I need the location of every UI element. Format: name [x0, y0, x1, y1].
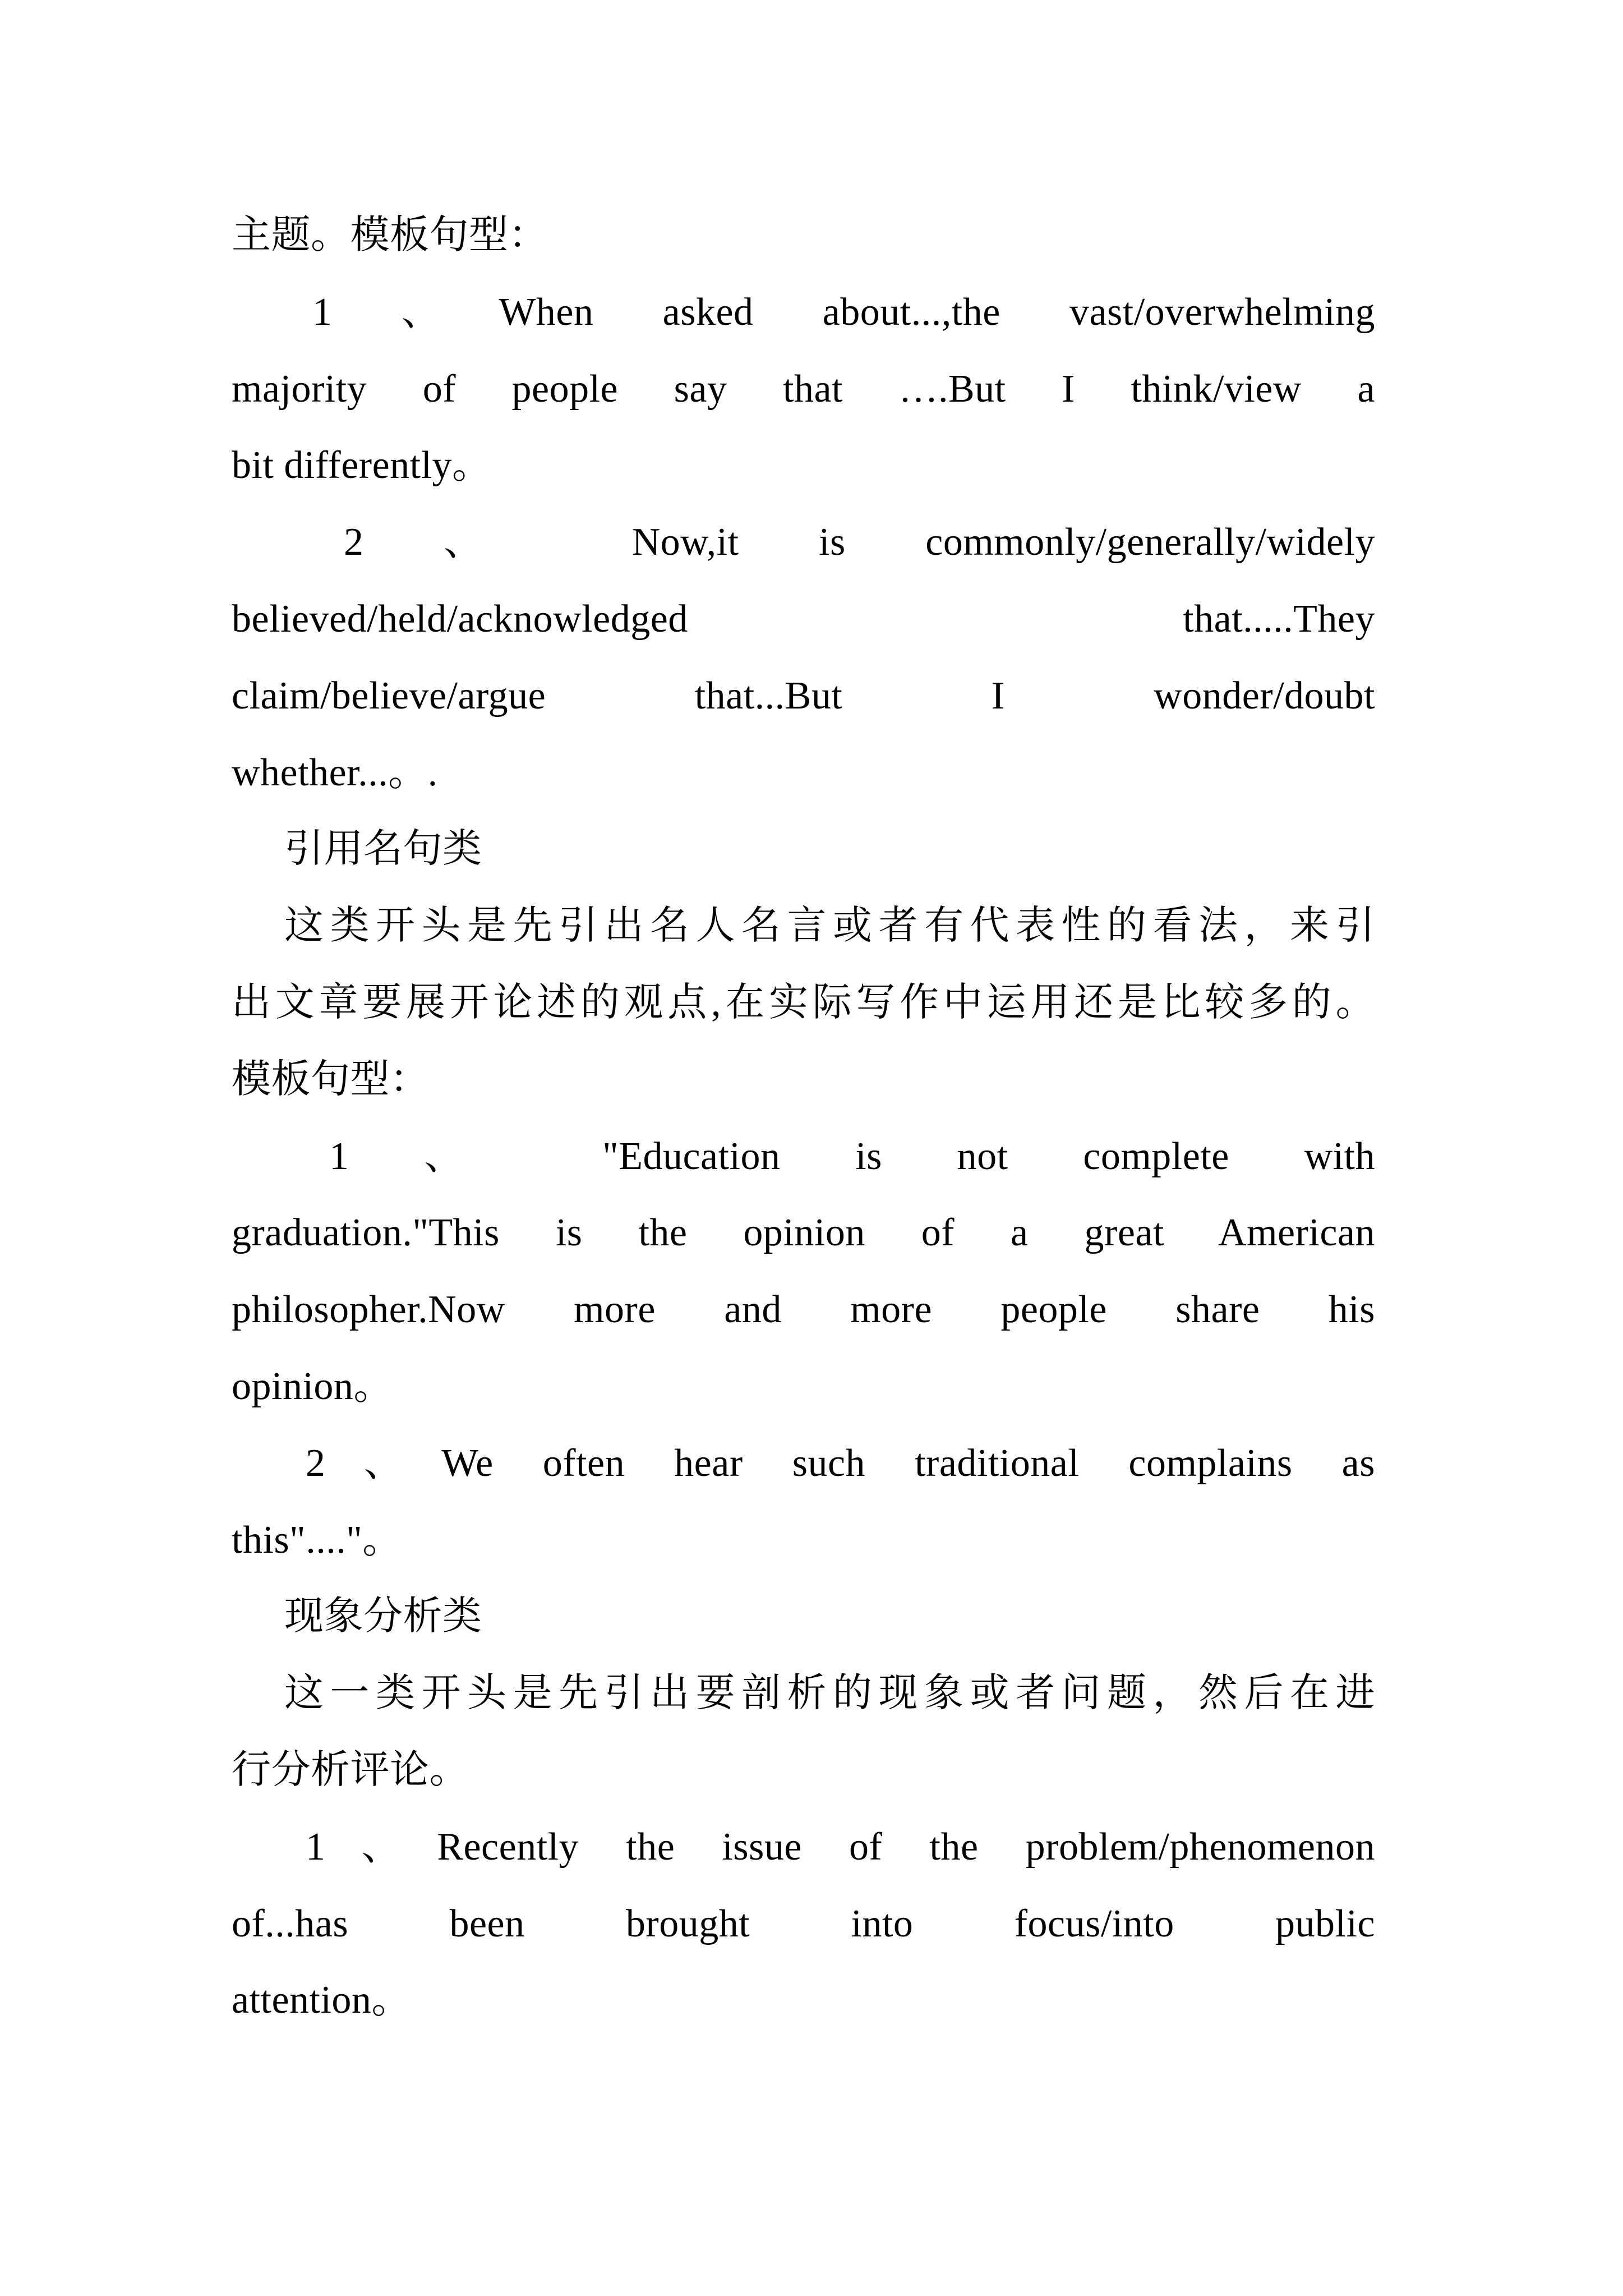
text-line: claim/believe/argue that...But I wonder/doubt — [232, 674, 1375, 717]
text-line: 模板句型： — [232, 1057, 430, 1101]
text-line: this"...."。 — [232, 1518, 402, 1562]
text-line: 主题。模板句型： — [232, 214, 548, 257]
text-line: 这类开头是先引出名人名言或者有代表性的看法，来引 — [284, 904, 1375, 948]
text-line: 2、We often hear such traditional complains as — [306, 1441, 1375, 1485]
text-line: 这一类开头是先引出要剖析的现象或者问题，然后在进 — [284, 1672, 1375, 1715]
text-line: whether...。. — [232, 751, 438, 794]
text-line: philosopher.Now more and more people share his — [232, 1288, 1375, 1332]
text-line: 引用名句类 — [284, 827, 482, 871]
text-line: attention。 — [232, 1978, 411, 2022]
text-line: of...has been brought into focus/into public — [232, 1902, 1375, 1945]
text-line: 出文章要展开论述的观点,在实际写作中运用还是比较多的。 — [232, 981, 1375, 1024]
text-line: 现象分析类 — [284, 1595, 482, 1639]
text-line: graduation."This is the opinion of a great American — [232, 1211, 1375, 1255]
text-line: 1 、 "Education is not complete with — [329, 1134, 1375, 1178]
text-line: opinion。 — [232, 1364, 393, 1408]
text-line: 行分析评论。 — [232, 1748, 469, 1792]
text-line: 1、Recently the issue of the problem/phenomenon — [306, 1825, 1375, 1869]
text-line: 1 、When asked about...,the vast/overwhelming — [312, 290, 1375, 334]
text-line: 2 、 Now,it is commonly/generally/widely — [344, 521, 1375, 564]
text-line: bit differently。 — [232, 444, 492, 487]
text-line: majority of people say that ….But I think/view a — [232, 367, 1375, 411]
text-line: believed/held/acknowledged that.....They — [232, 597, 1375, 641]
